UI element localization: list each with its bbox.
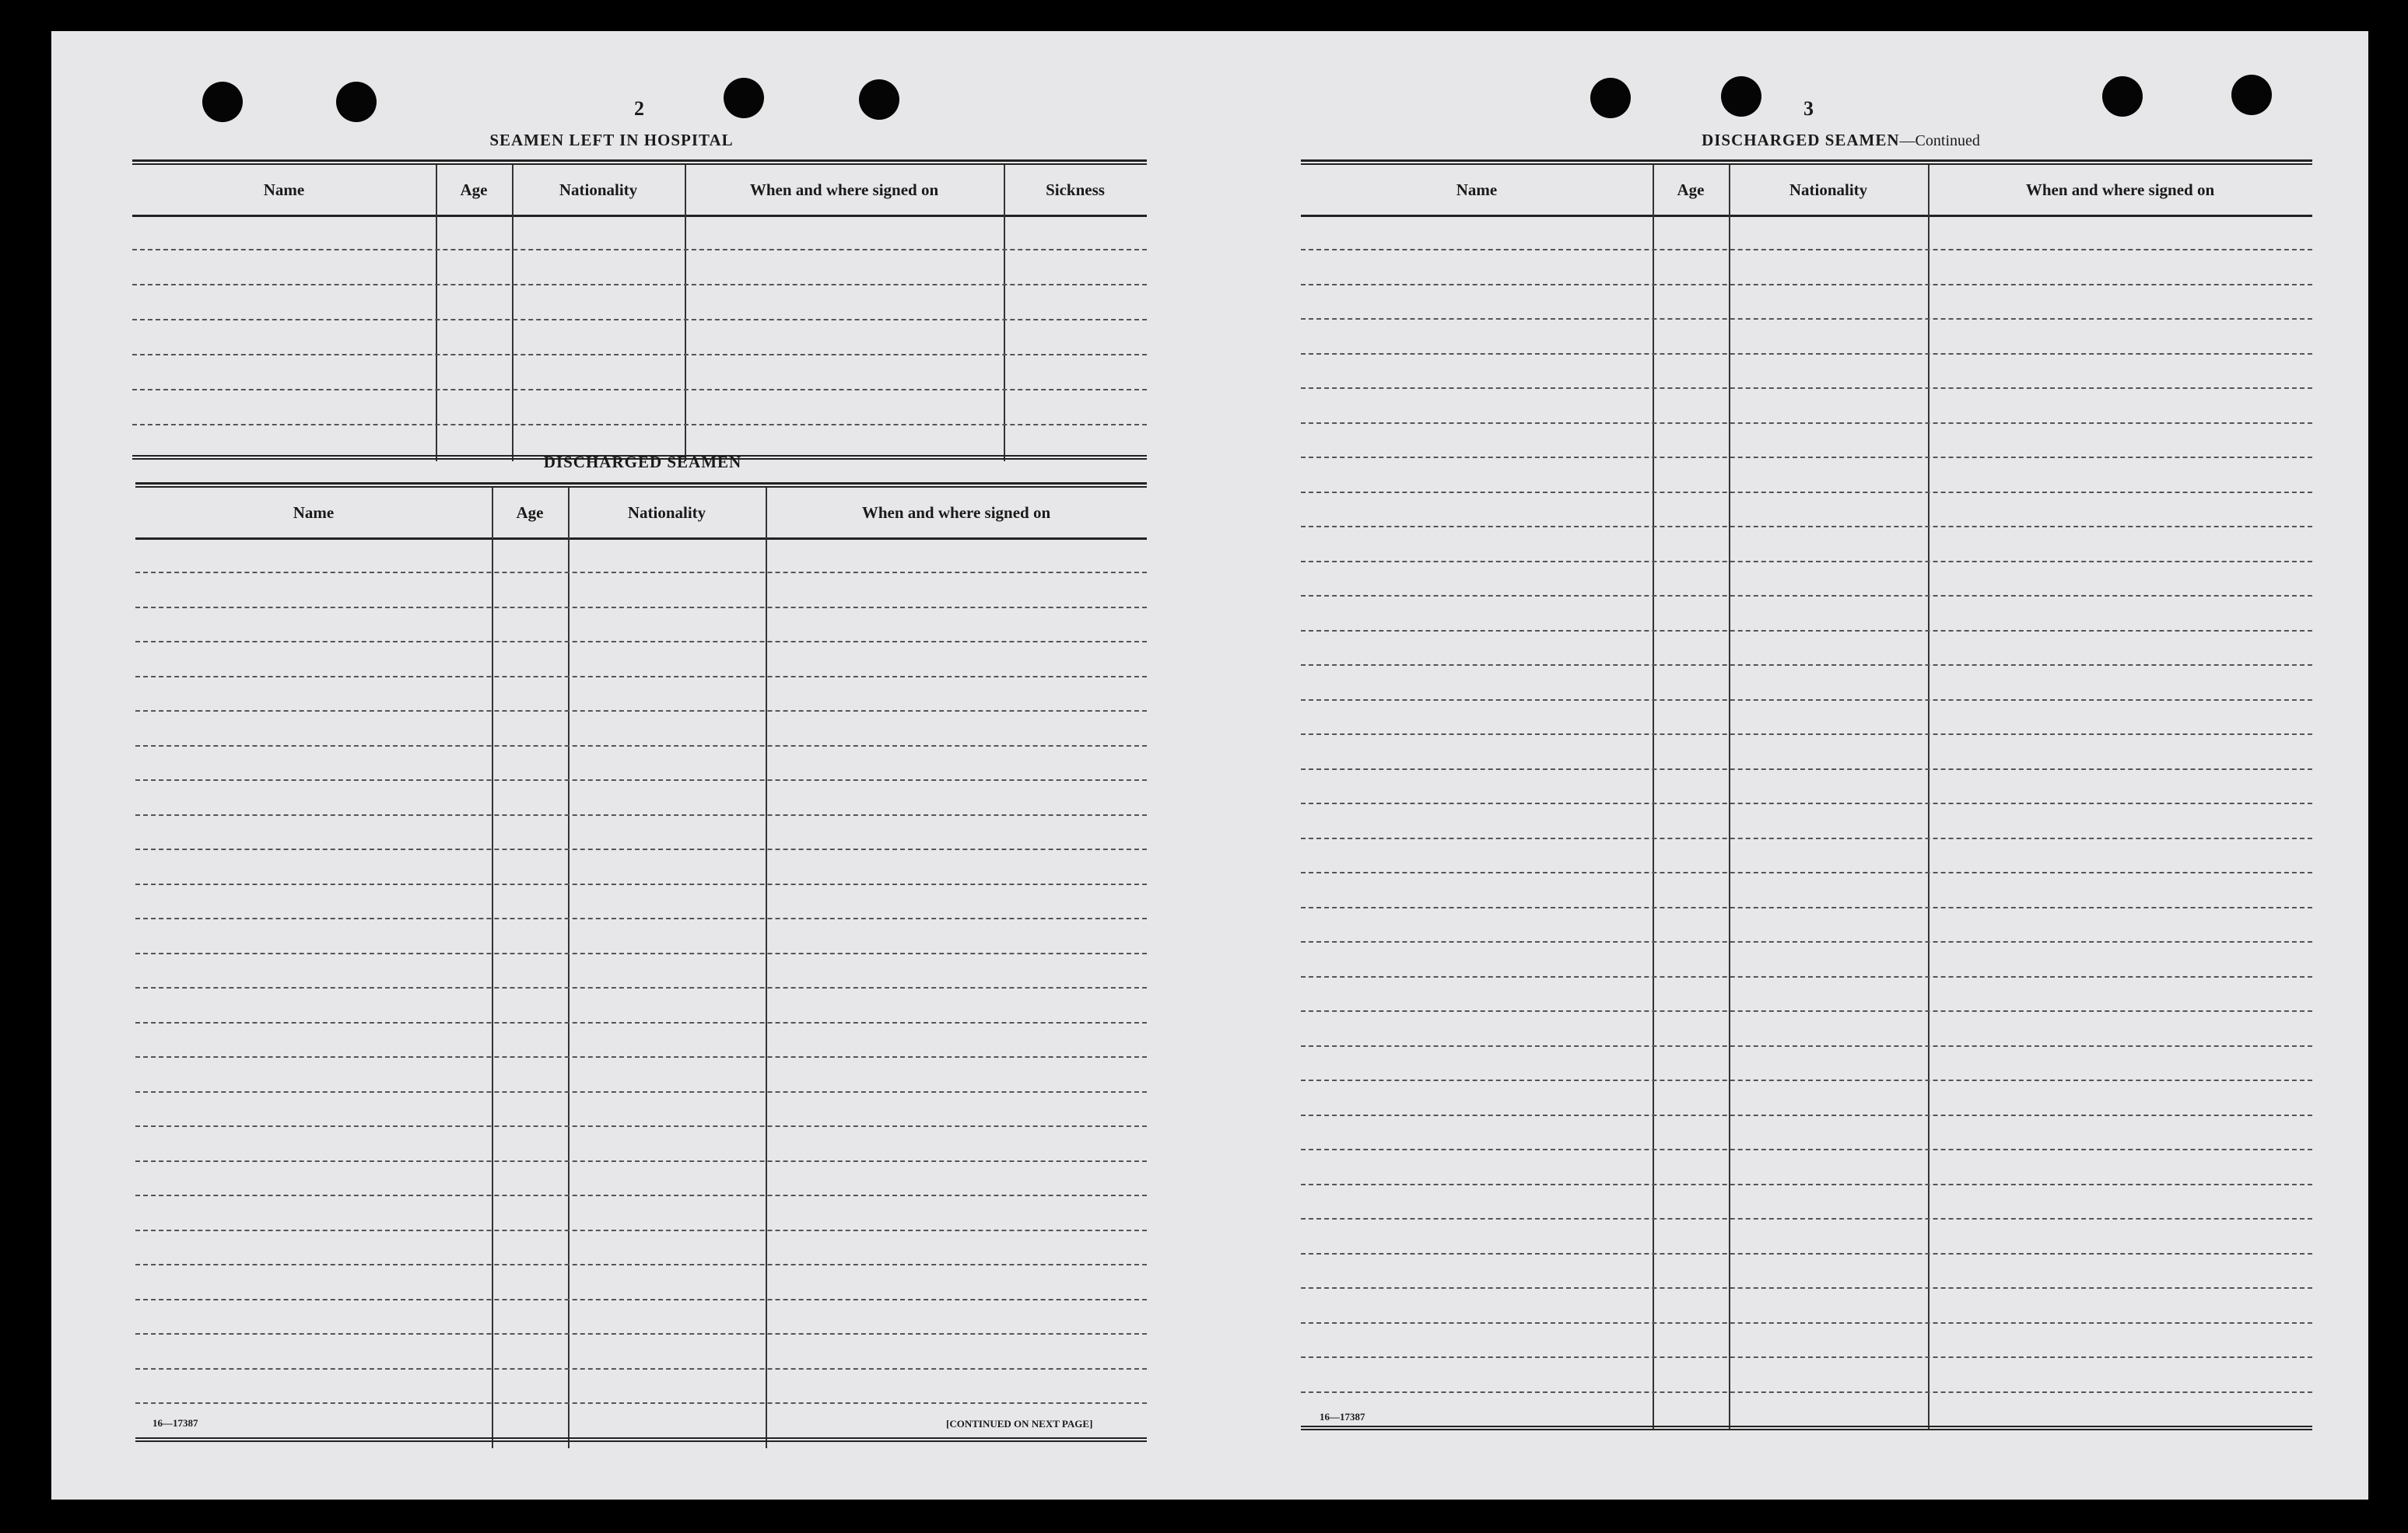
entry-line (132, 249, 1147, 250)
entry-line (135, 1264, 1147, 1265)
hospital-table (132, 159, 1147, 466)
column-header-age: Age (1677, 180, 1705, 199)
hospital-section-title: SEAMEN LEFT IN HOSPITAL (489, 131, 734, 149)
column-header-name: Name (293, 502, 335, 522)
entry-line (1301, 1184, 2312, 1185)
column-header-name: Name (263, 180, 305, 199)
punch-hole (1590, 78, 1631, 118)
entry-line (1301, 353, 2312, 355)
punch-hole (859, 79, 899, 120)
entry-line (1301, 284, 2312, 285)
entry-line (135, 884, 1147, 885)
entry-line (1301, 561, 2312, 562)
entry-line (1301, 1045, 2312, 1047)
entry-line (1301, 1115, 2312, 1116)
punch-hole (202, 82, 243, 122)
discharged-table-right (1301, 159, 2312, 1435)
entry-line (135, 641, 1147, 642)
entry-line (1301, 595, 2312, 597)
column-divider (512, 165, 513, 461)
continued-suffix: —Continued (1899, 132, 1980, 149)
entry-line (1301, 457, 2312, 458)
entry-line (135, 745, 1147, 747)
entry-line (135, 849, 1147, 850)
entry-line (1301, 907, 2312, 908)
table-header-row (1301, 165, 2312, 217)
entry-line (132, 389, 1147, 390)
form-number: 16—17387 (1320, 1411, 1365, 1423)
continued-note: [CONTINUED ON NEXT PAGE] (946, 1418, 1093, 1430)
punch-hole (1721, 76, 1761, 117)
entry-line (135, 1402, 1147, 1404)
entry-line (1301, 976, 2312, 978)
entry-line (1301, 1218, 2312, 1220)
entry-line (135, 710, 1147, 712)
entry-line (1301, 941, 2312, 943)
column-divider (685, 165, 686, 461)
entry-line (1301, 803, 2312, 804)
column-header-when-where: When and where signed on (2025, 180, 2215, 199)
column-header-nationality: Nationality (1789, 180, 1868, 199)
table-bottom-rule (1301, 1426, 2312, 1430)
entry-line (135, 1299, 1147, 1300)
column-header-age: Age (460, 180, 488, 199)
entry-line (135, 779, 1147, 781)
column-header-when-where: When and where signed on (749, 180, 939, 199)
entry-line (1301, 526, 2312, 527)
entry-line (132, 424, 1147, 425)
discharged-table-left (135, 482, 1147, 1454)
entry-line (1301, 838, 2312, 839)
table-top-rule (132, 159, 1147, 165)
table-top-rule (135, 482, 1147, 488)
entry-line (1301, 318, 2312, 320)
entry-line (135, 953, 1147, 954)
entry-line (1301, 630, 2312, 632)
column-divider (1004, 165, 1005, 461)
discharged-section-title: DISCHARGED SEAMEN (543, 453, 742, 471)
discharged-continued-title-main: DISCHARGED SEAMEN (1702, 131, 1900, 149)
punch-hole (2102, 76, 2143, 117)
entry-line (1301, 664, 2312, 666)
table-header-row (135, 488, 1147, 540)
entry-line (135, 1056, 1147, 1058)
entry-line (135, 1022, 1147, 1024)
entry-line (132, 319, 1147, 320)
punch-hole (724, 78, 764, 118)
form-number: 16—17387 (152, 1417, 198, 1429)
table-header-row (132, 165, 1147, 217)
entry-line (135, 1160, 1147, 1162)
discharged-continued-title (1592, 131, 2090, 150)
right-page-number: 3 (1803, 97, 1814, 120)
entry-line (135, 918, 1147, 919)
entry-line (1301, 1391, 2312, 1393)
entry-line (135, 1125, 1147, 1127)
entry-line (1301, 1356, 2312, 1358)
table-top-rule (1301, 159, 2312, 165)
entry-line (1301, 733, 2312, 735)
document-scan (51, 31, 2368, 1500)
entry-line (1301, 249, 2312, 250)
entry-line (135, 1333, 1147, 1335)
entry-line (135, 1195, 1147, 1196)
column-header-nationality: Nationality (627, 502, 706, 522)
column-divider (436, 165, 437, 461)
entry-line (1301, 1149, 2312, 1150)
entry-line (135, 607, 1147, 608)
column-header-when-where: When and where signed on (861, 502, 1051, 522)
table-body (1301, 215, 2312, 1428)
entry-line (1301, 1080, 2312, 1081)
entry-line (135, 987, 1147, 989)
entry-line (1301, 699, 2312, 701)
entry-line (132, 354, 1147, 355)
entry-line (135, 572, 1147, 573)
entry-line (135, 1368, 1147, 1370)
entry-line (1301, 1253, 2312, 1255)
entry-line (135, 1230, 1147, 1231)
table-body (135, 537, 1147, 1444)
entry-line (132, 284, 1147, 285)
column-header-name: Name (1456, 180, 1498, 199)
entry-line (135, 676, 1147, 677)
entry-line (1301, 1287, 2312, 1289)
left-page-number: 2 (634, 97, 644, 120)
entry-line (135, 1091, 1147, 1093)
table-bottom-rule (135, 1437, 1147, 1442)
entry-line (1301, 1010, 2312, 1012)
column-header-sickness: Sickness (1046, 180, 1105, 199)
punch-hole (2231, 75, 2272, 115)
entry-line (1301, 872, 2312, 873)
entry-line (1301, 387, 2312, 389)
entry-line (1301, 1322, 2312, 1324)
punch-hole (336, 82, 377, 122)
column-header-age: Age (516, 502, 544, 522)
entry-line (1301, 422, 2312, 424)
column-header-nationality: Nationality (559, 180, 638, 199)
entry-line (1301, 492, 2312, 493)
entry-line (135, 814, 1147, 816)
entry-line (1301, 768, 2312, 770)
